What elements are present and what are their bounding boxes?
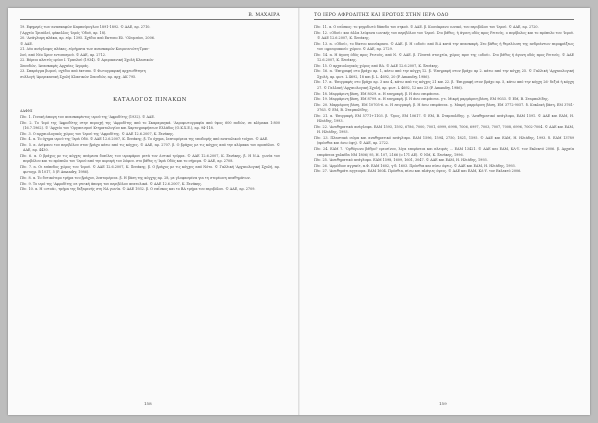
figure-note-line: 20. 'Ανάγλυφη πλάκα, αρ. εύρ. 1395. Σχέδιο από Εκτυπο Ελ. 'Ολυμπίου, 2006. xyxy=(20,36,155,41)
catalogue-entry: Πίν. 11. α. Ο ναΐσκος: το ψηφιδωτό δάπεδο του σηκού. © ΑΑΕ. β. Κιονόκρανο ιωνικό, του περιβόλου του 'Ιερού. © ΑΑΕ, αρ. 2720. xyxy=(314,25,539,29)
catalogue-entry: Πίν. 7. α. Οι επίπεδος χώρος του 'Ιερού. © ΑΑΕ 12.6.2007, Κ. Ξενάκης. β. Ο βράχος με τις κόγχες από Νότο. © Γαλλική 'Αρχαιολογική Σχολή, αρ. φωτογρ. Β 1017, 5 (P. Amandry, 1986). xyxy=(20,164,280,175)
figure-note-line: συλλογή 'Αμερικανική Σχολή Κλασικών Σπουδών, αρ. αρχ. ΑΚ 795. xyxy=(20,74,137,79)
figure-note-line: ('Αρχείο Τριπόλεί, φάκελλος 'Ιερός 'Οδού, αρ. 18). xyxy=(20,30,107,35)
catalogue-entry: Πίν. 23. Πλαστικά σώμα και αναθηματικό ανάγλυφο. ΕΑΜ 1596, 1594, 2750, 1821, 1595. © ΑΑΕ και ΕΑΜ, Η. Ηλιάδης, 1993. δ. ΕΑΜ 13789 (πρόσθια και άνω όψη). © ΑΑΕ, αρ. 2722. xyxy=(314,135,574,146)
book-spread xyxy=(8,8,590,415)
figure-note-line: λού, από Νέο Χρυσ εντοπισμού. © ΑΑΕ, αρ. 2712. xyxy=(20,52,106,57)
catalogue-entry: Πίν. 27. 'Αναθημάτι αγγειομα. ΕΑΜ 1604. Πρόσθια, πίσω και πλάγιες όψεις. © ΑΑΕ και ΕΑΜ, ΚΛ-Υ. τον Εκλεκτό 2006. xyxy=(314,169,522,174)
catalogue-entry: Πίν. 18. Μαρμάρινη βάση, ΕΜ 8029. α. Η επιγραφή. β. Η άνω επιφάνεια. xyxy=(314,91,440,96)
catalogue-entry: Πίν. 1. Γενική άποψη του ανασκαφέντος ιερού της 'Αφροδίτης (1932). © ΑΑΕ. xyxy=(20,115,155,120)
figure-note-line: Σπουδών, 'Ανασκαφές Αρχαίας 'Αγοράς. xyxy=(20,63,90,68)
catalogue-entry: Πίν. 22. 'Αναθηματικά ανάγλυφα. ΕΑΜ 1593, 1592, 6786, 7000, 7001, 6999, 6998, 7006, 6997, 7003, 7007, 7008, 6996, 7002-7004. © ΑΑΕ και ΕΑΜ, Η. Ηλιάδης, 1993. xyxy=(314,124,574,135)
catalogue-entry: Πίν. 12. «Οδού» και άλλα λείψανα ιωνικής του περιβόλου του 'Ιερού. Στο βάθος, ή άγονη οδός προς Ρειτούς, ο περίβολος και το πρόπυλο του 'Ιερού. © ΑΑΕ 12.6.2007, Κ. Ξενάκης. xyxy=(314,30,574,41)
catalogue-title: ΚΑΤΑΛΟΓΟΣ ΠΙΝΑΚΩΝ xyxy=(113,97,187,104)
catalogue-subhead: ΔΑΦΝΙ xyxy=(20,109,33,114)
catalogue-entry: Πίν. 15. Ο αρχαιολογικός χώρος από ΒΔ. © ΑΑΕ 12.6.2007, Κ. Ξενάκης. xyxy=(314,63,439,68)
page-number-right: 159 xyxy=(439,401,447,407)
catalogue-entry: Πίν. 2. Το 'Ιερό της 'Αφροδίτης στην περιοχή της 'Αφροδίτης από το Σκαραμαγκά. 'Αεροφωτογραφία από ύψος 600 ποδών, σε κλίμακα 1:800 (16.7.1962). © 'Αρχείο του 'Οργανισμού Κτηματολογίου και Χαρτογραφήσεων Ελλάδος (Ο.Κ.Χ.Ε.), αρ. 94-118. xyxy=(20,120,280,131)
catalogue-entry: Πίν. 20. Μαρμάρινη βάση, ΕΜ 10705-6. α. Η επιγραφή. β. Η άνω επιφάνεια. γ. Μικρή μαρμάρινη βάση, ΕΜ 3772-9057. δ. Κυκλική βάση, ΕΜ 3761-3763. © ΕΜ, Β. Σταμπολίδης. xyxy=(314,102,574,113)
catalogue-entry: Πίν. 5. α. Λείψανο του περιβόλου στον βράχο κάτω από τις κόγχες. © ΑΑΕ, αρ. 2707. β. Ο βράχος με τις κόγχες από την κλίμακα του προπύλου. © ΑΑΕ, αρ. 4430. xyxy=(20,142,280,153)
header-rule xyxy=(20,19,280,20)
catalogue-entry: Πίν. 24. ΕΑΜ 7. 'Ορθόγωνο βάθρο? ερεισίνου, λίγα επιφάνεια και πλευρές ... ΕΑΜ 13421. © ΑΑΕ και ΕΑΜ, ΚΛ-Υ. τον Εκλεκτό 2006. β. Αρχαία επιφάνεια χαλκίδα ΝΜ 1806/ 95, Η. 107, 2166 (ο 171 ΑΕ). © ΝΜ, Κ. Ξενάκης, 1996. xyxy=(314,147,574,157)
catalogue-list xyxy=(20,115,280,193)
header-rule xyxy=(314,19,574,20)
catalogue-entry: Πίν. 17. α. 'Επιγραφές στο βράχο αρ. 3 και 4, κάτω από τις κόγχες 21 και 22. β. 'Επιγραφή στον βράχο αρ. 5, κάτω από την κόγχη 26· δεξιά ή κόγχη 27. © Γαλλική 'Αρχαιολογική Σχολή, αρ. φωτ. L 4692, 12 και 23 (P. Amandry, 1986). xyxy=(314,80,574,91)
figure-note-line: 22. Βόρειο κλειτύς ορίου Ι. Τραυλού (1934). © Αμερικανική Σχολή Κλασικών xyxy=(20,58,154,63)
figure-note-line: © ΑΑΕ. xyxy=(20,41,33,46)
catalogue-entry: Πίν. 16. α. 'Επιγραφή στο βράχο αρ. 1, κάτω από την κόγχη 12. β. 'Επιγραφή στον βράχο αρ 2. κάτω από την κόγχη 25. © Γαλλική 'Αρχαιολογική Σχολή, αρ. φωτ. L 4692, 18 και β. L. 4692, 20 (P. Amandry, 1986). xyxy=(314,69,574,79)
right-page xyxy=(300,8,590,415)
catalogue-entry: Πίν. 14. α. Η άγονη όδός προς Ρειτούς, από Ν. © ΑΑΕ. β. Γλυπτά στοιχεία, χώρος πριν της «οδού». Στο βάθος ή άγονη οδός προς Ρειτούς. © ΑΑΕ 12.6.2007, Κ. Ξενάκης. xyxy=(314,52,574,63)
section-spacer xyxy=(20,80,280,94)
catalogue-entry: Πίν. 25. 'Αναθηματικό ανάγλυφο. ΕΑΜ 1598, 1609, 1601, 3047. © ΑΑΕ και ΕΑΜ, Η. Ηλιάδης, 1993. xyxy=(314,158,488,163)
left-page xyxy=(8,8,298,415)
page-number-left: 158 xyxy=(144,401,152,407)
figure-notes-list xyxy=(20,25,280,80)
figure-note-line: 21. Δύο ανάγλυφες πλάκες, εύρήματα των ανασκαφών Κουρουνιώτη-Τραυ- xyxy=(20,47,150,52)
catalogue-entry: Πίν. 19. Μαρμάρινη βάση, ΕΜ 8799. α. Η επιγραφή. β. Η άνω επιφάνεια. γ-ε. Μικρή μαρμάρινη βάση, ΕΜ 9033. © ΕΜ, Β. Σταμπολίδης. xyxy=(314,97,549,102)
catalogue-entry: Πίν. 3. Ο αρχαιολογικός χώρος του 'Ιερού της 'Αφροδίτης. © ΑΑΕ 12.6.2007, Κ. Ξενάκης. xyxy=(20,131,175,136)
catalogue-entry: Πίν. 13. α. «Οδού», το δίκτυο κιονόκρανο. © ΑΑΕ. β. Η «οδού» από Β.Δ κατά την ανασκαφή. Στο βάθος ή θεμελίωση της ανδριάντων περιφράξεως του «φρουριακού» χώρου. © ΑΑΕ, αρ. 2729. xyxy=(314,41,574,52)
catalogue-list-continued xyxy=(314,25,574,175)
catalogue-entry: Πίν. 8. α. Το δυτικότερο τμήμα του βράχου, λεπτομέρεια. β. Η βάση της κόγχης αρ. 28, με γλυφασμένα για τη στερέωση αναθημάτων. xyxy=(20,176,251,181)
right-page-body xyxy=(314,25,574,175)
catalogue-entry: Πίν. 26. 'Αρμόδιον αγγεκίτ, π.Φ. ΕΑΜ 1602, γ-δ. 1603. Πρόσθια και πίσω όψεις. © ΑΑΕ και ΕΑΜ, Η. Ηλιάδης, 1993. xyxy=(314,163,516,168)
catalogue-entry: Πίν. 21. α. 'Επιγραφή, ΕΜ 5771+1103. β. 'Όρος, ΕΜ 10617. © ΕΜ, Β. Σταμπολίδης. γ. 'Αναθηματικό ανάγλυφο, ΕΑΜ 1591. © ΑΑΕ και ΕΑΜ, Η. Ηλιάδης, 1993. xyxy=(314,113,574,124)
catalogue-entry: Πίν. 6. α. Ο βράχος με τις κόγχες ανάμεσα διαύλες του ιεροφάρου μετά τον Δυτικό τρίμμα. © ΑΑΕ 12.6.2007, Κ. Ξενάκης. β. Η Ν.Α. γωνία του περιβόλου και το πρόπυλο του 'Ιερού από την κορυφή του λόφου. στο βάθος η 'Ιερά Οδός και το σήμερα. © ΑΑΕ, αρ. 2708. xyxy=(20,153,280,164)
catalogue-entry: Πίν. 4. α. Το όχημα ιερού της 'Ιερά Οδό. © ΑΑΕ 12.6.2007, Κ. Ξενάκης. β. Το όχημα, λεπτομέρεια της υποδομής από ανατολικού τοίχου. © ΑΑΕ. xyxy=(20,137,269,142)
running-head-author: Β. ΜΑΧΑΙΡΑ xyxy=(248,13,280,18)
catalogue-entry: Πίν. 9. Το ιερό της 'Αφροδίτης σε γενική άποψη του περιβόλου ανατολικά. © ΑΑΕ 12.6.2007, Κ. Ξενάκης. xyxy=(20,181,203,186)
figure-note-line: 23. Σπαράγμα βωμού, σχέδιο από έκτυπο. © Φωτογραφική αρχειοθέτηση xyxy=(20,69,146,74)
catalogue-entry: Πίν. 10. α. Η «στοά», τμήμα της δεξαμενής στη ΝΑ γωνία. © ΑΑΕ 1932. β. Ο ναΐσκος και το ΒΑ τμήμα του περιβόλου. © ΑΑΕ, αρ. 2709. xyxy=(20,187,256,192)
left-page-body xyxy=(20,25,280,193)
running-head-title: ΤΟ ΙΕΡΟ ΑΦΡΟΔΙΤΗΣ ΚΑΙ ΕΡΩΤΟΣ ΣΤΗΝ ΙΕΡΑ ΟΔΟ xyxy=(314,13,449,18)
figure-note-line: 19. Εφημερίς των ανασκαφών Καμπούρογλου 1891-1892. © ΑΑΕ, αρ. 2710. xyxy=(20,25,151,29)
